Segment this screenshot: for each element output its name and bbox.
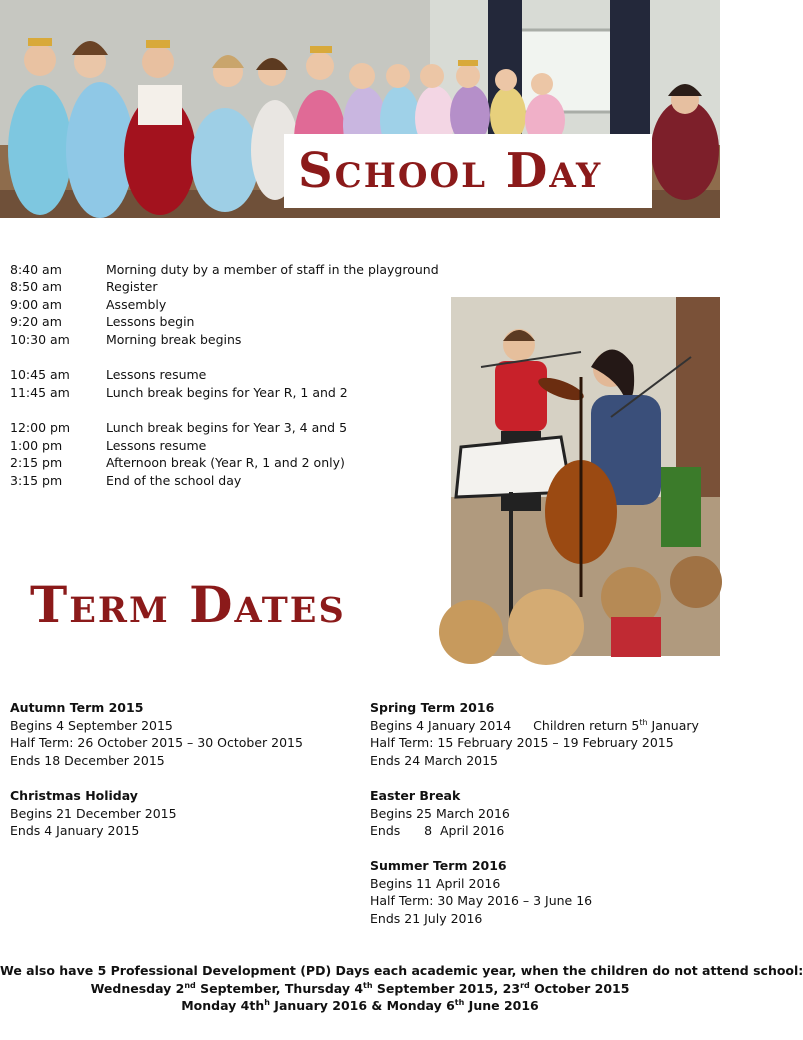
music-photo [451,297,720,656]
footer-sup: h [264,997,270,1007]
schedule-time: 1:00 pm [10,438,63,453]
easter-break [370,787,510,840]
footer-text: September 2015, 23 [372,980,521,996]
schedule-activity: Assembly [106,297,167,312]
term-ends: Ends 21 July 2016 [370,910,483,926]
schedule-activity: End of the school day [106,473,242,488]
term-ends: Ends 18 December 2015 [10,752,165,768]
term-dates-title: Term Dates [30,575,346,634]
schedule-time: 10:45 am [10,367,70,382]
footer-line [0,980,720,998]
pd-days-footer [0,962,803,1015]
schedule-activity: Lessons resume [106,367,207,382]
schedule-time: 10:30 am [10,332,70,347]
term-heading: Christmas Holiday [10,788,138,803]
schedule-activity: Lessons begin [106,314,195,329]
term-heading: Spring Term 2016 [370,700,495,715]
footer-text: January 2016 & Monday 6 [269,998,455,1013]
footer-text: Wednesday 2 [90,980,185,996]
schedule-time: 9:20 am [10,314,62,329]
footer-text: June 2016 [464,998,539,1013]
term-ends: Ends 24 March 2015 [370,752,499,768]
footer-sup: nd [184,980,196,990]
footer-line [0,997,720,1015]
schedule-time: 12:00 pm [10,420,71,435]
christmas-holiday [10,787,177,840]
term-begins: Begins 4 September 2015 [10,717,173,733]
schedule-activity: Morning duty by a member of staff in the playground [106,262,439,277]
footer-sup: th [454,997,465,1007]
term-begins: Begins 25 March 2016 [370,805,510,821]
school-day-title: School Day [298,143,603,199]
schedule-activity: Register [106,279,158,294]
schedule-activity: Morning break begins [106,332,242,347]
schedule-activity: Lessons resume [106,438,207,453]
term-ends: Ends 8 April 2016 [370,823,505,838]
children-return-suffix: January [647,717,699,733]
term-heading: Autumn Term 2015 [10,700,144,715]
footer-text: September, Thursday 4 [195,980,364,996]
footer-text: October 2015 [529,980,630,996]
term-ends: Ends 4 January 2015 [10,823,140,838]
children-return-sup: th [639,717,648,727]
schedule-time: 9:00 am [10,297,62,312]
footer-text: Monday 4th [181,998,265,1013]
schedule-activity: Afternoon break (Year R, 1 and 2 only) [106,455,345,470]
term-half-term: Half Term: 15 February 2015 – 19 February 2015 [370,735,674,750]
spring-term [370,699,699,769]
schedule-time: 11:45 am [10,385,70,400]
autumn-term [10,699,303,769]
schedule-activity: Lunch break begins for Year R, 1 and 2 [106,385,348,400]
summer-term [370,857,592,927]
children-return-text: Children return 5 [533,717,640,733]
term-begins: Begins 21 December 2015 [10,805,177,821]
term-half-term: Half Term: 26 October 2015 – 30 October 2015 [10,735,303,750]
schedule-time: 8:50 am [10,279,62,294]
music-photo-illustration [451,297,720,656]
term-begins: Begins 11 April 2016 [370,875,501,891]
footer-line: We also have 5 Professional Development (PD) Days each academic year, when the children do not attend school: [0,963,803,978]
term-heading: Summer Term 2016 [370,858,507,873]
schedule-time: 3:15 pm [10,473,63,488]
term-half-term: Half Term: 30 May 2016 – 3 June 16 [370,893,593,908]
schedule-time: 2:15 pm [10,455,63,470]
term-heading: Easter Break [370,788,461,803]
schedule-time: 8:40 am [10,262,62,277]
footer-sup: th [363,980,373,990]
schedule-activity: Lunch break begins for Year 3, 4 and 5 [106,420,348,435]
term-begins: Begins 4 January 2014 [370,717,512,733]
footer-sup: rd [520,980,530,990]
